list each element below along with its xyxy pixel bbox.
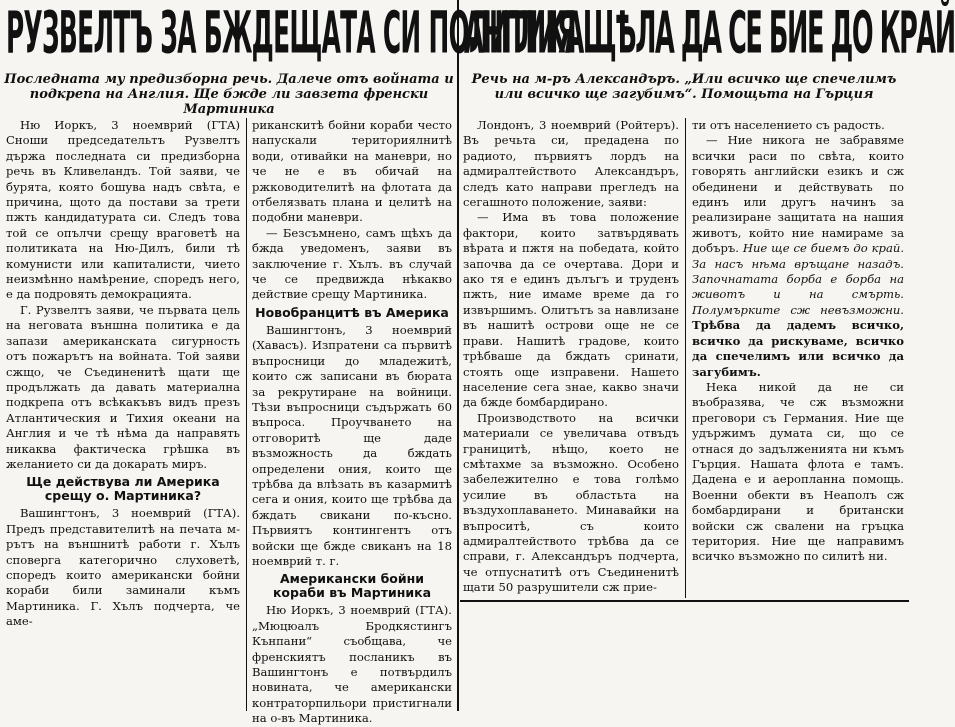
paragraph: — Има въ това положение фактори, които затвърдявать вѣрата и пжтя на победата, който започва да се очертава. Дори и ако тя е единъ дълъгъ и труденъ пжть, ние имаме време да го извършимъ. Олитътъ за навлизане въ нашитѣ острови още не се прави. Нашитѣ градове, които трѣбваше да бждать сринати, стоять още изправени. Нашето население сега знае, какво значи да бжде бомбардирано. <box>463 210 679 410</box>
paragraph: Вашингтонъ, 3 ноемврий (Хавасъ). Изпратени са първитѣ въпросници до младежитѣ, които сж записани въ бюрата за рекрутиране на войници. Тѣзи въпросници съдържать 60 въпроса. Проучването на отговоритѣ ще даде възможность да бждать определени ония, които ще трѣбва да влѣзать въ казармитѣ сега и ония, които ще трѣбва да бждать свикани по-късно. Първиятъ контингентъ отъ войски ще бжде свиканъ на 18 ноемврий т. г. <box>252 322 452 568</box>
section-heading: Новобранцитѣ въ Америка <box>255 304 449 320</box>
section-heading: Ще действува ли Америка срещу о. Мартиника? <box>26 474 220 504</box>
column-4 <box>692 118 904 600</box>
paragraph: Нека никой да не си въобразява, че сж възможни преговори съ Германия. Ние ще удържимъ думата си, що се отнася до задълженията ни къмъ Гърция. Нашата флота е тамъ. Дадена е и аеропланна помощь. Военни обекти въ Неаполъ сж бомбардирани и британски войски сж свалени на гръцка територия. Ние ще направимъ всичко възможно по силитѣ ни. <box>692 379 904 564</box>
paragraph-text: — Ние никога не забравяме всички раси по свѣта, които говорять английски езикъ и сж обединени и действувать по единъ или другъ начинъ за реализиране защитата на нашия животъ, който ние намираме за добъръ. <box>692 133 904 256</box>
article-end-rule <box>460 600 909 602</box>
paragraph <box>692 133 904 380</box>
headline-roosevelt: РУЗВЕЛТЪ ЗА БЖДЕЩАТА СИ ПОЛИТИКА <box>6 1 584 67</box>
paragraph: Г. Рузвелтъ заяви, че първата цель на неговата външна политика е да запази американската сигурность отъ пожарътъ на войната. Той заяви сжщо, че Съединенитѣ щати ще продължать да давать материална подкрепа отъ всѣкакъвъ видъ презъ Атлантическия и Тихия океани на Англия и че тѣ нѣма да направять никаква фактическа грѣшка въ желанието си да докарать миръ. <box>6 302 240 471</box>
paragraph: ти отъ населението съ радость. <box>692 118 885 132</box>
paragraph: — Безсъмнено, самъ щѣхъ да бжда уведоменъ, заяви въ заключение г. Хълъ. въ случай че се предвижда нѣкакво действие срещу Мартиника. <box>252 225 452 302</box>
paragraph: Лондонъ, 3 ноемврий (Ройтеръ). Въ речьта си, предадена по радиото, първиятъ лордъ на адмиралтейството Александъръ, следъ като направи прегледъ на сегашното положение, заяви: <box>463 118 679 210</box>
column-2 <box>252 118 452 726</box>
column-rule <box>685 118 686 598</box>
headline-england: АНГЛИЯ ЩѢЛА ДА СЕ БИЕ ДО КРАЙ <box>464 1 955 67</box>
bold-quote: Трѣбва да дадемъ всичко, всичко да рискуваме, всичко да спечелимъ или всичко да загубимъ. <box>692 318 904 379</box>
italic-quote: Ние ще се биемъ до край. За насъ нѣма връщане назадъ. Започнатата борба е борба на животъ и на смърть. Полумърките сж невъзможни. <box>692 241 905 317</box>
section-heading: Американски бойни кораби въ Мартиника <box>272 571 432 601</box>
paragraph: риканскитѣ бойни кораби често напускали териториялнитѣ води, отивайки на маневри, но че не е въ обичай на ржководителитѣ на флотата да отбелязвать плана и целитѣ на подобни маневри. <box>252 118 452 225</box>
paragraph: Ню Иоркъ, 3 ноемврий (ГТА). „Мюцюалъ Бродкястингъ Кънпани“ съобщава, че френскиятъ посланикъ въ Вашингтонъ е потвърдилъ новината, че американски контраторпильори пристигнали на о-въ Мартиника. <box>252 603 452 726</box>
article-divider-rule <box>457 0 459 711</box>
paragraph: Производството на всички материали се увеличава отвъдъ границитѣ, нѣщо, което не смѣтахме за възможно. Особено забележително е това голѣмо усилие въ областьта на въздухоплаването. Минавайки на въпроситѣ, съ които адмиралтейството трѣбва да се справи, г. Александъръ подчерта, че отпуснатитѣ отъ Съединенитѣ щати 50 разрушители сж прие- <box>463 410 679 595</box>
paragraph: Вашингтонъ, 3 ноемврий (ГТА). Предъ представителитѣ на печата м-рътъ на външнитѣ работи г. Хълъ споверга категорично слуховетѣ, споредъ които американски бойни кораби били заминали къмъ Мартиника. Г. Хълъ подчерта, че аме- <box>6 506 240 629</box>
column-rule <box>246 118 247 711</box>
subheadline-roosevelt: Последната му предизборна речь. Далече отъ войната и подкрепа на Англия. Ще бжде ли завзета френски Мартиника <box>4 72 454 117</box>
column-1 <box>6 118 240 711</box>
column-3 <box>463 118 679 600</box>
paragraph: Ню Иоркъ, 3 ноемврий (ГТА) Сноши председательтъ Рузвелтъ държа последната си предизборна речь въ Кливеландъ. Той заяви, че бурята, която бошува надъ свѣта, е причина, щото да постави за трети пжть кандидатурата си. Следъ това той се опълчи срещу враговетѣ на политиката на Ню-Дилъ, били тѣ комунисти или капиталисти, чието неизмѣнно намѣрение, споредъ него, е да подровять демокрацията. <box>6 118 240 302</box>
subheadline-england: Речь на м-ръ Александъръ. „Или всичко ще спечелимъ или всичко ще загубимъ“. Помощьта на Гърция <box>471 72 897 102</box>
